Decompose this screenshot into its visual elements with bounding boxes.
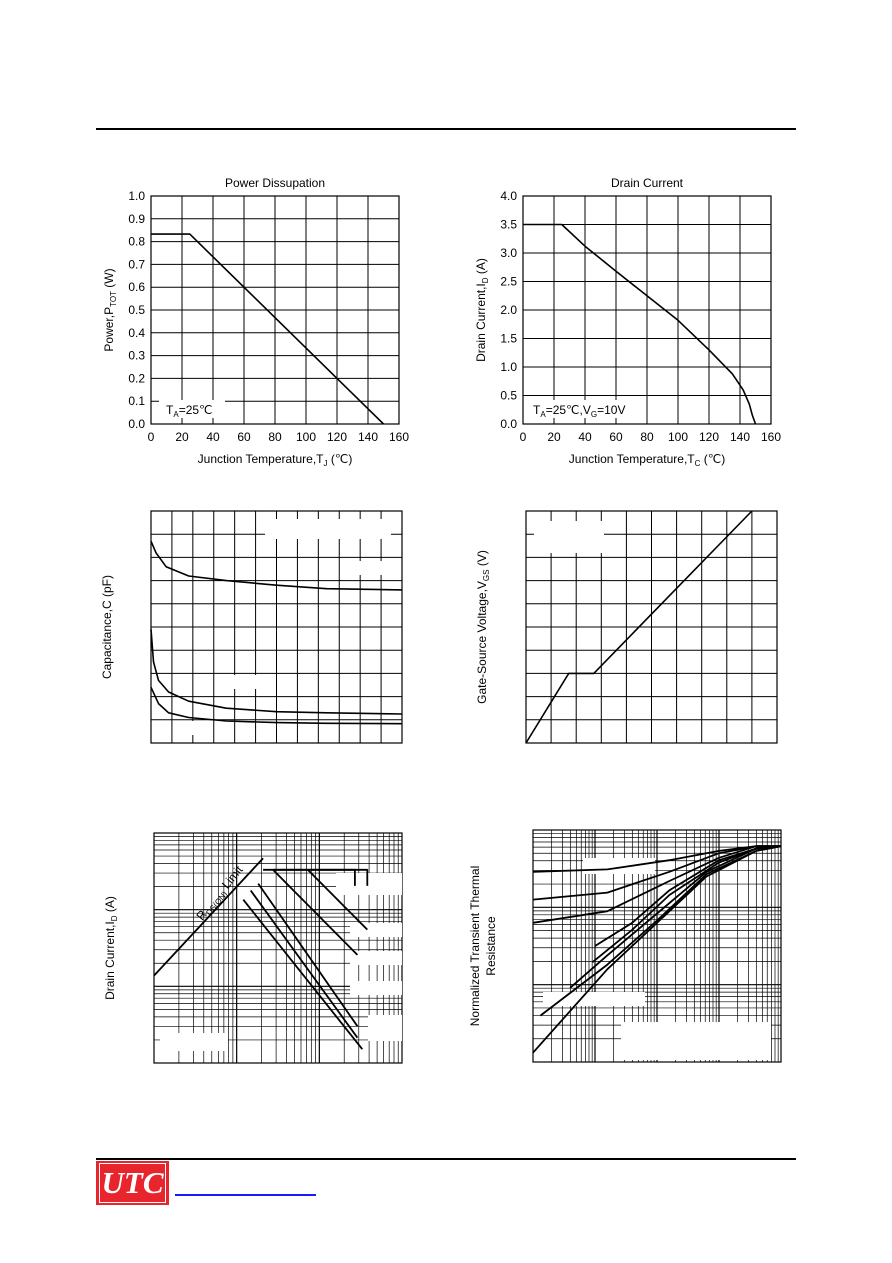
legend-box	[621, 1022, 771, 1060]
rds-on-limit-label: $R_{DS(ON)}$ Limit	[193, 862, 246, 923]
y-axis-label: Gate-Source $Voltage,V_{GS}$ (V)	[475, 550, 491, 704]
x-tick-label: 160	[388, 430, 410, 444]
label-box	[368, 1027, 402, 1041]
series-line-1	[151, 234, 384, 424]
chart-title: Power Dissupation	[224, 176, 326, 190]
x-tick-label: 120	[698, 430, 720, 444]
chart-power	[102, 176, 409, 468]
y-tick-label: 0.5	[128, 303, 145, 317]
y-axis-label: Drain $Current,I_D$ (A)	[103, 896, 119, 1000]
label-box	[350, 951, 402, 965]
y-axis-label: Capacitance,C (pF)	[100, 574, 114, 680]
plot-frame	[154, 833, 402, 1063]
legend-box	[265, 519, 391, 539]
y-tick-label: 0.0	[500, 417, 517, 431]
chart-gate	[475, 511, 777, 743]
label-box	[350, 923, 402, 937]
y-axis-label: $Power,P_{TOT}$ (W)	[102, 268, 118, 352]
y-tick-label: 0.2	[128, 371, 145, 386]
x-tick-label: 140	[357, 430, 379, 444]
x-tick-label: 80	[268, 430, 282, 444]
y-tick-label: 0.8	[128, 234, 145, 249]
x-tick-label: 120	[326, 430, 348, 444]
chart-capacitance	[100, 511, 402, 743]
x-tick-label: 20	[175, 430, 189, 444]
utc-logo-text: UTC	[101, 1165, 164, 1200]
x-axis-label: Junction $Temperature,T_J$ (℃)	[197, 452, 353, 468]
x-tick-label: 100	[667, 430, 689, 444]
label-box	[583, 858, 655, 874]
label-box	[543, 992, 645, 1006]
y-axis-label-2: Resistance	[484, 916, 498, 976]
x-tick-label: 40	[578, 430, 592, 444]
legend-box	[534, 521, 604, 553]
label-box	[336, 873, 402, 895]
series-line-7	[251, 891, 358, 1038]
website-link-underline[interactable]	[175, 1194, 316, 1196]
label-box	[160, 1033, 228, 1051]
y-tick-label: 0.4	[128, 325, 145, 340]
y-tick-label: 1.0	[128, 189, 145, 203]
x-tick-label: 160	[760, 430, 782, 444]
y-axis-label: Normalized Transient Thermal	[468, 865, 482, 1027]
y-tick-label: 3.0	[500, 246, 517, 260]
chart-soa	[103, 833, 402, 1063]
x-tick-label: 140	[729, 430, 751, 444]
y-axis-label: Drain $Current,I_D$ (A)	[474, 258, 490, 362]
label-box	[221, 675, 261, 689]
y-tick-label: 0.0	[128, 417, 145, 431]
x-tick-label: 60	[609, 430, 623, 444]
x-tick-label: 0	[519, 430, 527, 444]
y-tick-label: 0.6	[128, 280, 145, 295]
x-tick-label: 20	[547, 430, 561, 444]
chart-drain	[474, 176, 781, 468]
annotation-text: $T_A=25℃,V_G=10V$	[533, 403, 626, 419]
label-box	[368, 1015, 402, 1029]
utc-logo	[96, 1161, 169, 1205]
x-tick-label: 60	[237, 430, 251, 444]
annotation-text: $T_A=25℃$	[166, 403, 213, 419]
y-tick-label: 0.9	[128, 211, 145, 226]
y-tick-label: 0.7	[128, 257, 145, 272]
chart-thermal	[468, 830, 781, 1062]
x-tick-label: 100	[295, 430, 317, 444]
x-tick-label: 0	[147, 430, 155, 444]
y-tick-label: 1.5	[500, 331, 517, 346]
y-tick-label: 0.3	[128, 348, 145, 363]
x-tick-label: 80	[640, 430, 654, 444]
footer-rule	[96, 1158, 796, 1160]
series-line-1	[523, 225, 756, 425]
y-tick-label: 2.0	[500, 303, 517, 317]
label-box	[179, 721, 211, 735]
y-tick-label: 3.5	[500, 217, 517, 232]
y-tick-label: 4.0	[500, 189, 517, 203]
y-tick-label: 0.1	[128, 394, 145, 409]
x-axis-label: Junction $Temperature,T_C$ (℃)	[568, 452, 726, 468]
label-box	[347, 561, 383, 575]
y-tick-label: 2.5	[500, 274, 517, 289]
y-tick-label: 1.0	[500, 360, 517, 374]
x-tick-label: 40	[206, 430, 220, 444]
y-tick-label: 0.5	[500, 388, 517, 403]
label-box	[350, 981, 402, 995]
chart-title: Drain Current	[610, 176, 684, 190]
